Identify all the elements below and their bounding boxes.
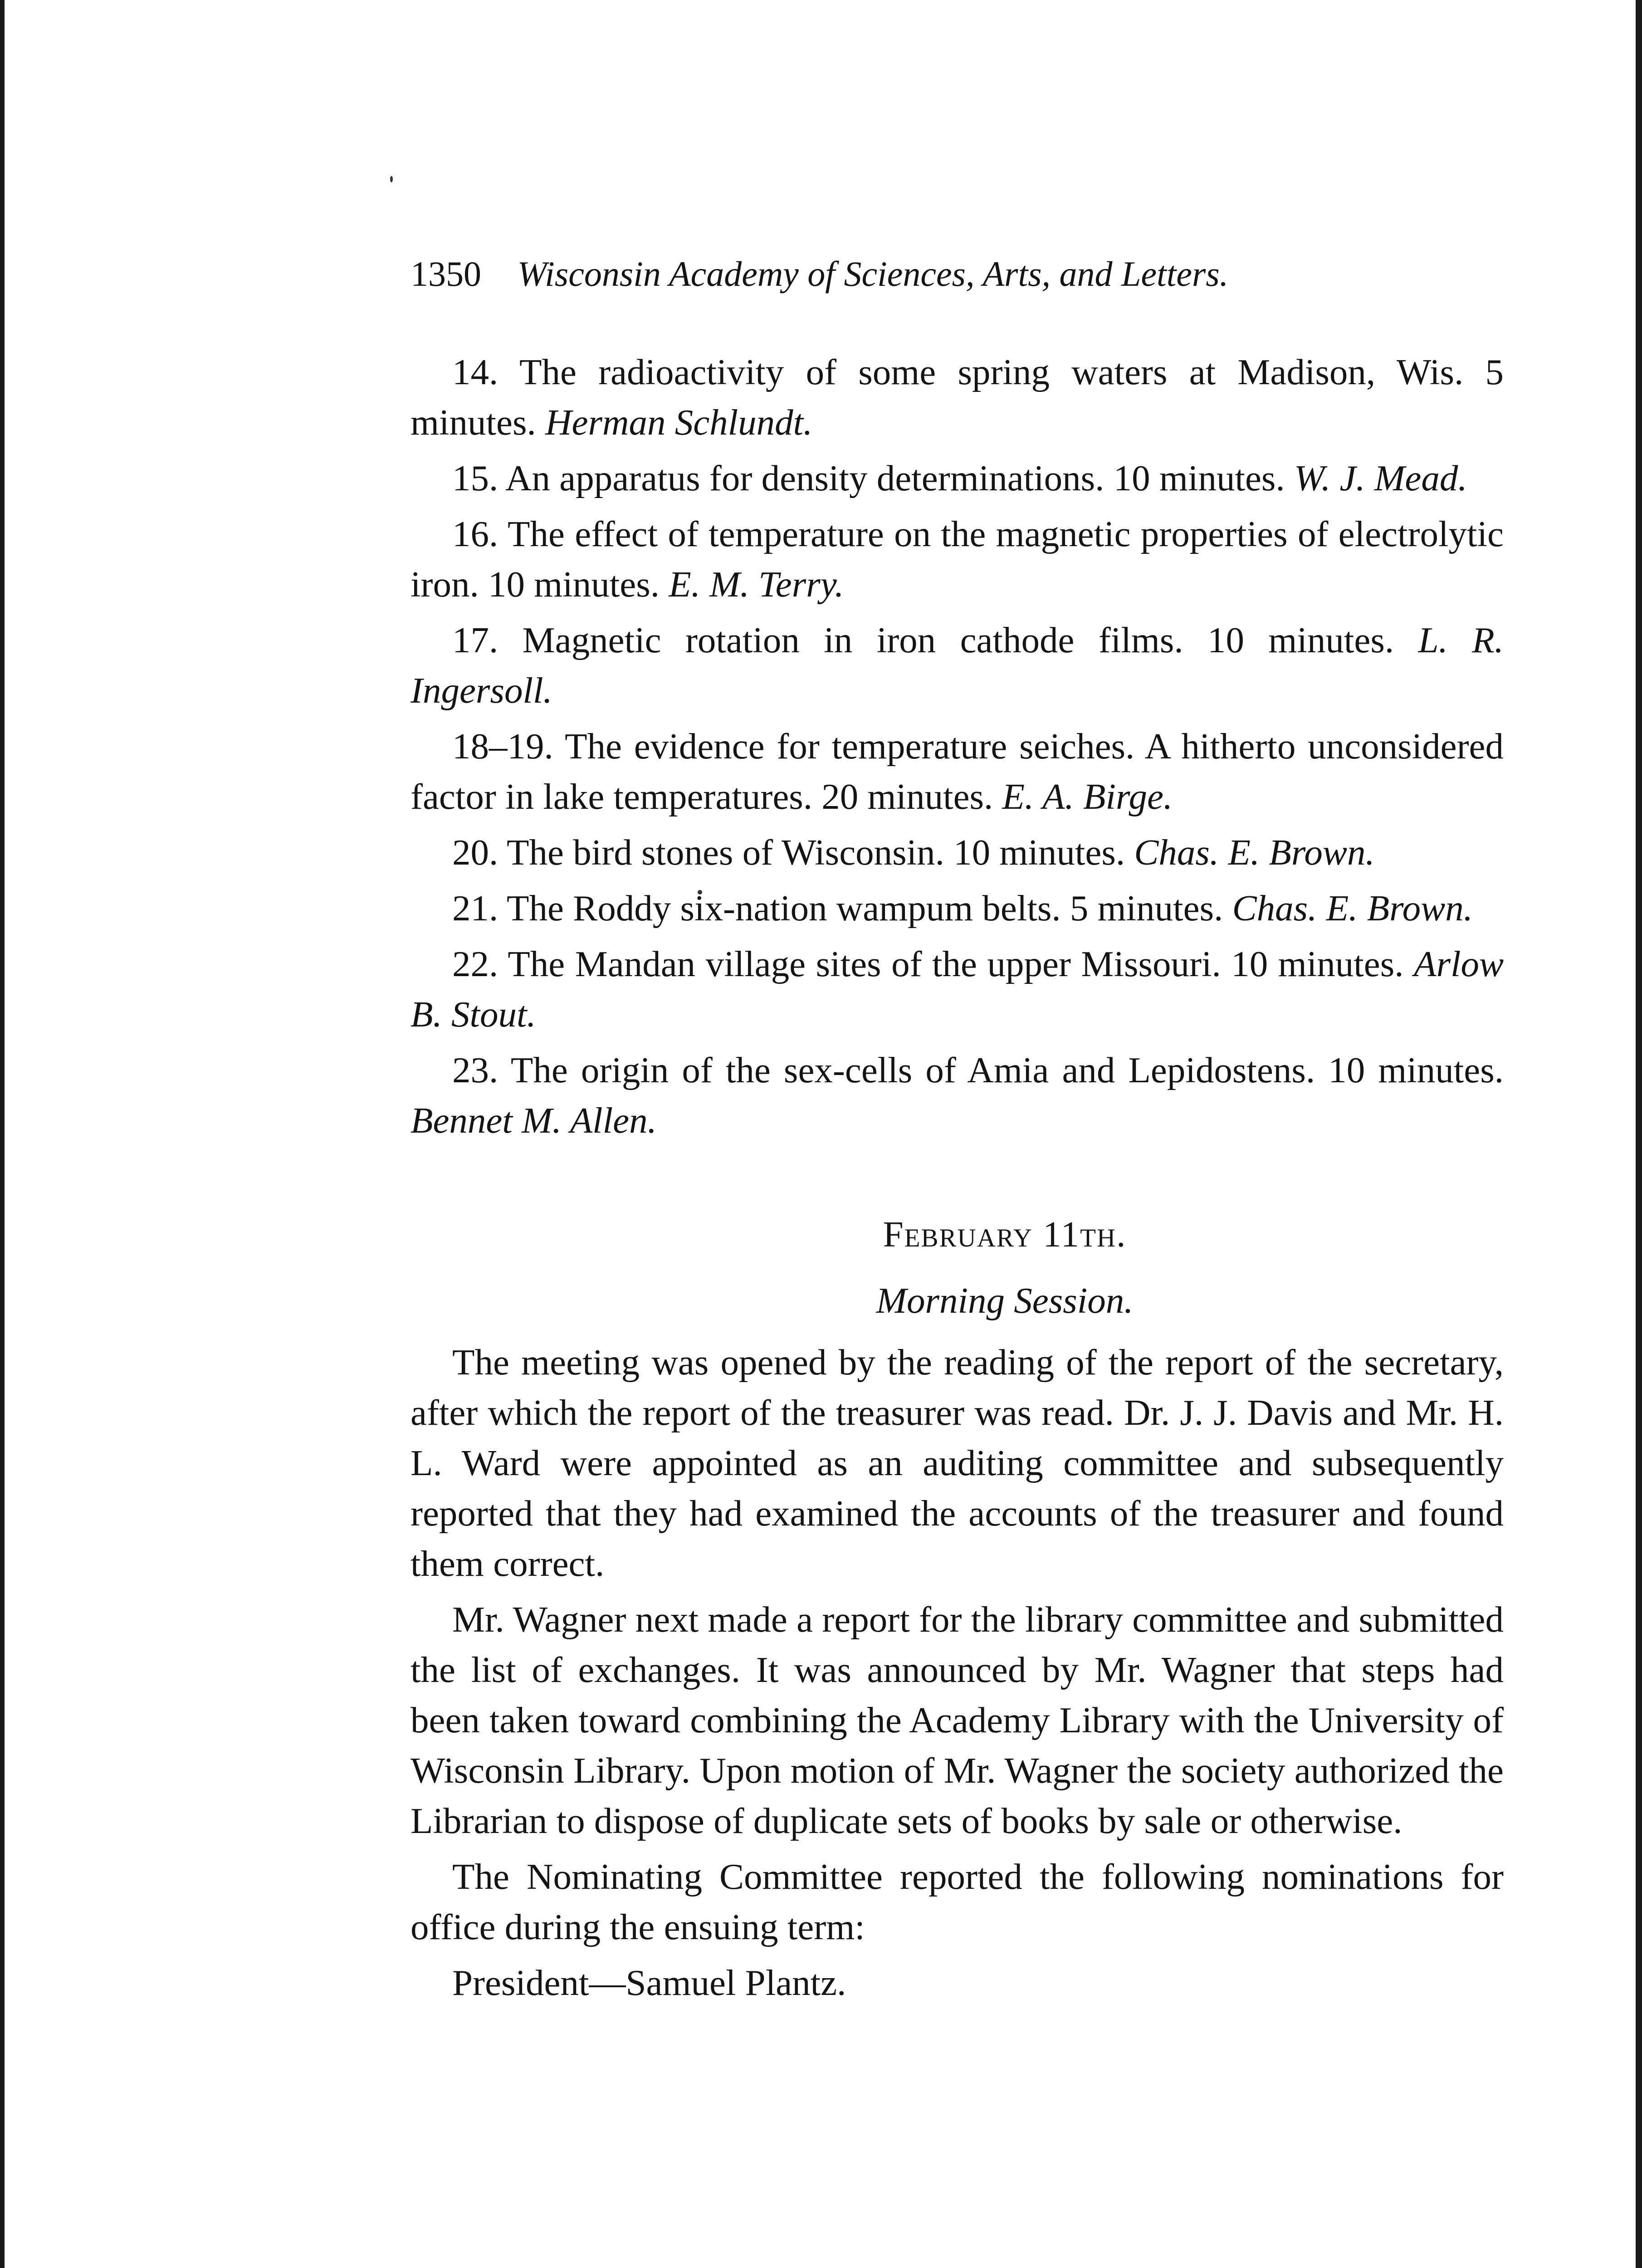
running-header xyxy=(410,256,1440,292)
program-item-text: 21. The Roddy six-nation wampum belts. 5 minutes. xyxy=(452,888,1223,929)
program-item-author: L. R. Ingersoll. xyxy=(410,620,1504,711)
program-item-author: Chas. E. Brown. xyxy=(1134,832,1375,873)
program-item xyxy=(410,509,1504,610)
scan-speck xyxy=(390,176,393,182)
program-item-text: 16. The effect of temperature on the magnetic properties of electrolytic iron. 10 minutes. xyxy=(410,513,1504,605)
body-paragraph: The Nominating Committee reported the following nominations for office during the ensuing term: xyxy=(410,1856,1504,1947)
program-item-text: 20. The bird stones of Wisconsin. 10 minutes. xyxy=(452,832,1125,873)
program-item-text: 23. The origin of the sex-cells of Amia and Lepidostens. 10 minutes. xyxy=(452,1050,1504,1090)
scan-edge-right xyxy=(1636,0,1642,2268)
scan-edge-left xyxy=(0,0,5,2268)
program-item xyxy=(410,883,1504,934)
session-heading: Morning Session. xyxy=(876,1280,1134,1321)
page-number: 1350 xyxy=(410,254,481,293)
program-item-text: 15. An apparatus for density determinations. 10 minutes. xyxy=(452,458,1285,499)
program-item xyxy=(410,939,1504,1040)
program-item-text: 18–19. The evidence for temperature seiches. A hitherto unconsidered factor in lake temperatures. 20 minutes. xyxy=(410,726,1504,817)
program-item xyxy=(410,721,1504,822)
program-item xyxy=(410,827,1504,878)
program-item-author: Bennet M. Allen. xyxy=(410,1100,657,1141)
program-item-author: E. M. Terry. xyxy=(669,564,844,605)
nomination-line: President—Samuel Plantz. xyxy=(452,1962,846,2003)
program-item-author: Arlow B. Stout. xyxy=(410,943,1504,1035)
body-paragraph: The meeting was opened by the reading of the report of the secretary, after which the report of the treasurer was read. Dr. J. J. Davis and Mr. H. L. Ward were appointed as an auditing committee and subsequently reported that they had examined the accounts of the treasurer and found them correct. xyxy=(410,1342,1504,1584)
program-item-text: 22. The Mandan village sites of the upper Missouri. 10 minutes. xyxy=(452,943,1404,984)
program-item-author: Herman Schlundt. xyxy=(545,402,813,443)
body-paragraph: Mr. Wagner next made a report for the library committee and submitted the list of exchanges. It was announced by Mr. Wagner that steps had been taken toward combining the Academy Library with the University of Wisconsin Library. Upon motion of Mr. Wagner the society authorized the Librarian to dispose of duplicate sets of books by sale or otherwise. xyxy=(410,1599,1504,1841)
page-body xyxy=(410,347,1504,2008)
program-item xyxy=(410,347,1504,448)
program-item-author: Chas. E. Brown. xyxy=(1232,888,1473,929)
program-item-author: W. J. Mead. xyxy=(1294,458,1467,499)
program-item-text: 17. Magnetic rotation in iron cathode films. 10 minutes. xyxy=(452,620,1394,660)
program-item-author: E. A. Birge. xyxy=(1002,776,1173,817)
program-item xyxy=(410,1045,1504,1146)
running-title: Wisconsin Academy of Sciences, Arts, and Letters. xyxy=(517,254,1229,293)
program-item xyxy=(410,615,1504,716)
program-item-text: 14. The radioactivity of some spring waters at Madison, Wis. 5 minutes. xyxy=(410,352,1504,443)
section-date-heading: February 11th. xyxy=(883,1214,1127,1255)
program-item xyxy=(410,453,1504,503)
